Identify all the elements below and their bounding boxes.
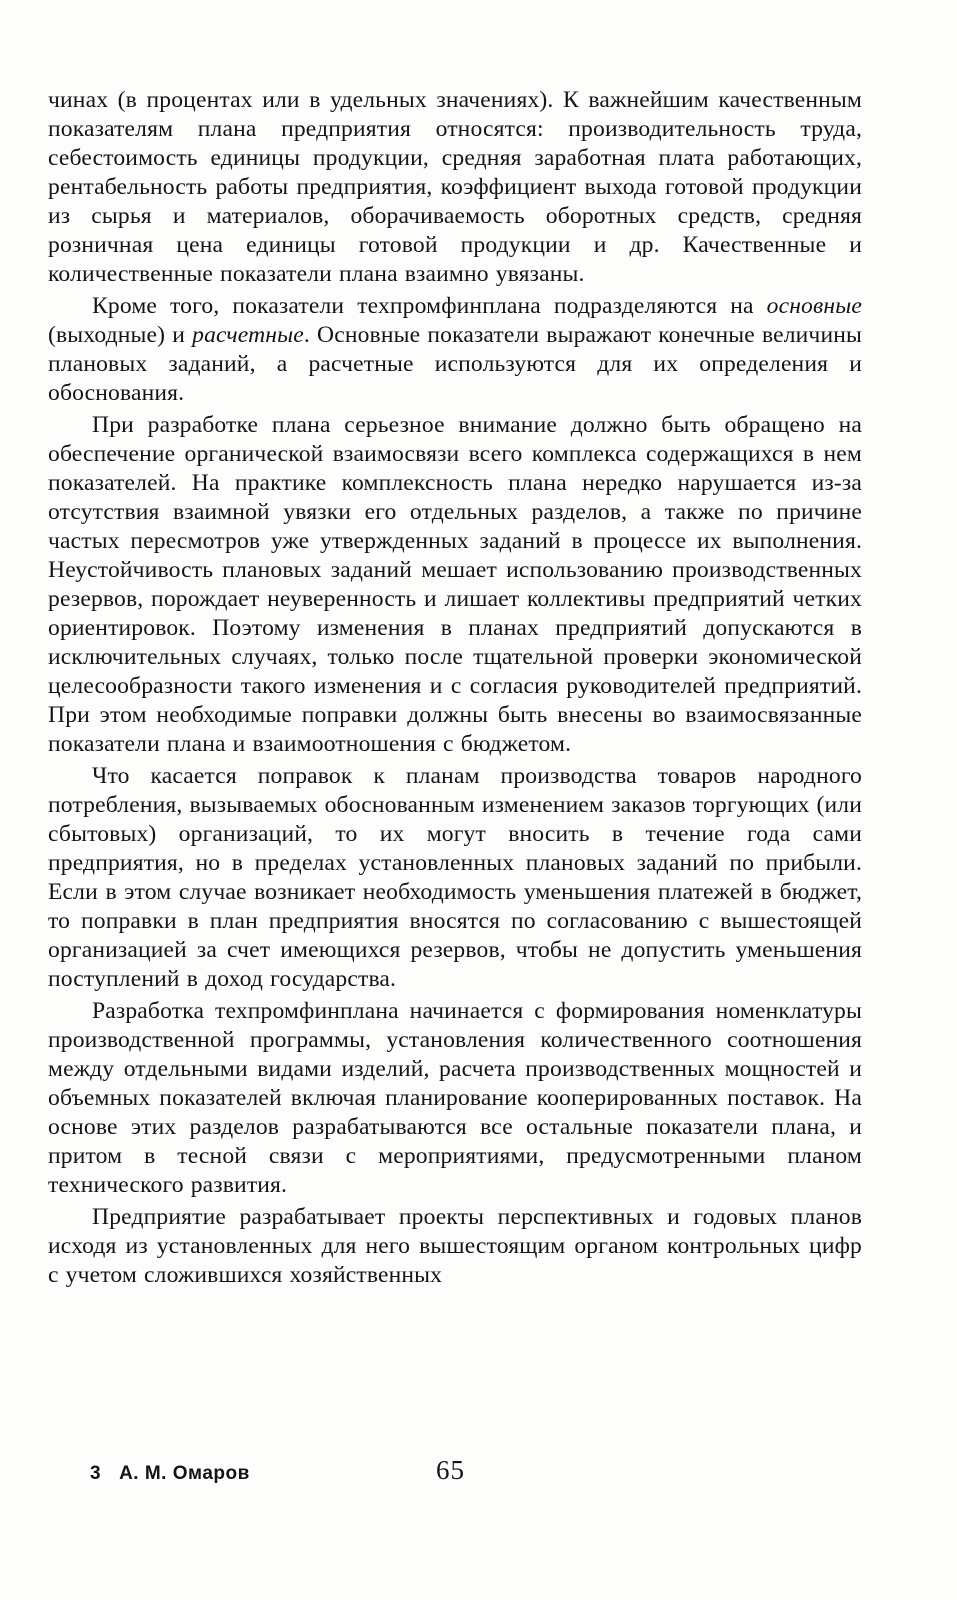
paragraph-5: Разработка техпромфинплана начинается с формирования номенклатуры производственной программы, установления количественного соотношения между отдельными видами изделий, расчета производственных мощностей и объемных показателей включая планирование кооперированных поставок. На основе этих разделов разрабатываются все остальные показатели плана, и притом в тесной связи с мероприятиями, предусмотренными планом технического развития. — [48, 998, 862, 1198]
signature-mark — [90, 1463, 250, 1485]
body-text — [48, 86, 862, 1290]
page-footer — [48, 1453, 862, 1493]
paragraph-2 — [48, 292, 862, 408]
page-number: 65 — [436, 1455, 465, 1485]
term-osnovnye: основные — [766, 293, 862, 319]
paragraph-2-part-2: (выходные) и — [48, 322, 193, 348]
paragraph-3: При разработке плана серьезное внимание должно быть обращено на обеспечение органической взаимосвязи всего комплекса содержащихся в нем показателей. На практике комплексность плана нередко нарушается из-за отсутствия взаимной увязки его отдельных разделов, а также по причине частых пересмотров уже утвержденных заданий в процессе их выполнения. Неустойчивость плановых заданий мешает использованию производственных резервов, порождает неуверенность и лишает коллективы предприятий четких ориентировок. Поэтому изменения в планах предприятий допускаются в исключительных случаях, только после тщательной проверки экономической целесообразности такого изменения и с согласия руководителей предприятий. При этом необходимые поправки должны быть внесены во взаимосвязанные показатели плана и взаимоотношения с бюджетом. — [48, 412, 862, 757]
signature-author: А. М. Омаров — [119, 1463, 250, 1484]
signature-number: 3 — [90, 1463, 102, 1484]
paragraph-2-part-1: Кроме того, показатели техпромфинплана подразделяются на — [92, 293, 767, 319]
paragraph-1: чинах (в процентах или в удельных значениях). К важнейшим качественным показателям плана предприятия относятся: производительность труда, себестоимость единицы продукции, средняя заработная плата работающих, рентабельность работы предприятия, коэффициент выхода готовой продукции из сырья и материалов, оборачиваемость оборотных средств, средняя розничная цена единицы готовой продукции и др. Качественные и количественные показатели плана взаимно увязаны. — [48, 87, 862, 287]
paragraph-4: Что касается поправок к планам производства товаров народного потребления, вызываемых обоснованным изменением заказов торгующих (или сбытовых) организаций, то их могут вносить в течение года сами предприятия, но в пределах установленных плановых заданий по прибыли. Если в этом случае возникает необходимость уменьшения платежей в бюджет, то поправки в план предприятия вносятся по согласованию с вышестоящей организацией за счет имеющихся резервов, чтобы не допустить уменьшения поступлений в доход государства. — [48, 763, 862, 992]
paragraph-2-part-3: . Основные показатели выражают конечные величины плановых заданий, а расчетные используются для их определения и обоснования. — [48, 322, 862, 406]
term-raschetnye: расчетные — [192, 322, 304, 348]
paragraph-6: Предприятие разрабатывает проекты перспективных и годовых планов исходя из установленных для него вышестоящим органом контрольных цифр с учетом сложившихся хозяйственных — [48, 1204, 862, 1288]
